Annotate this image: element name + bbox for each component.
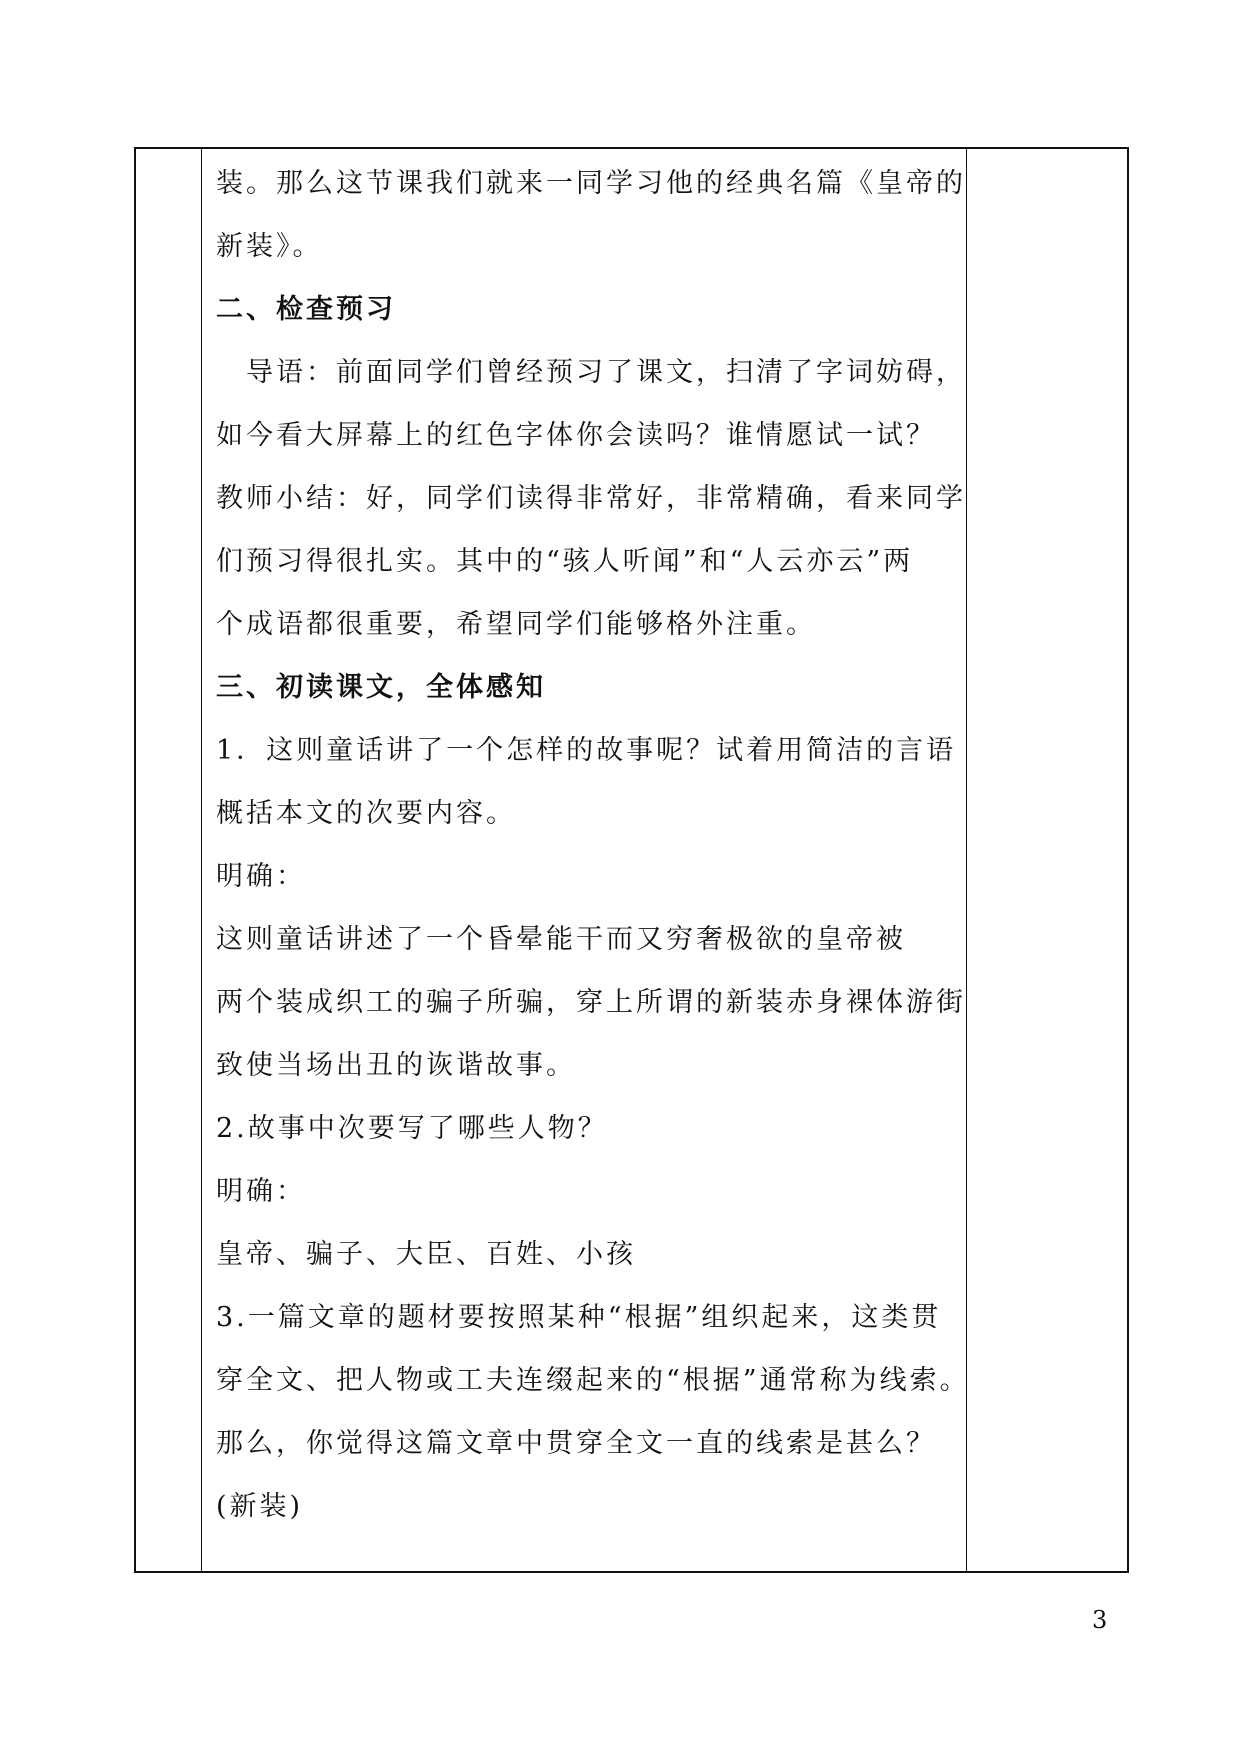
text-line: 皇帝、骗子、大臣、百姓、小孩 bbox=[216, 1239, 636, 1270]
text-line: 教师小结：好，同学们读得非常好，非常精确，看来同学 bbox=[216, 483, 966, 514]
text-line: 那么，你觉得这篇文章中贯穿全文一直的线索是甚么？ bbox=[216, 1428, 936, 1459]
text-line: 个成语都很重要，希望同学们能够格外注重。 bbox=[216, 609, 816, 640]
section-heading-check-preview: 二、检查预习 bbox=[216, 294, 396, 325]
answer-label: 明确： bbox=[216, 861, 306, 892]
text-line: 们预习得很扎实。其中的“骇人听闻”和“人云亦云”两 bbox=[216, 546, 914, 577]
question-2: 2.故事中次要写了哪些人物？ bbox=[216, 1113, 608, 1144]
question-1: 1．这则童话讲了一个怎样的故事呢？试着用简洁的言语 bbox=[216, 735, 957, 766]
text-line: (新装) bbox=[216, 1491, 304, 1522]
text-line: 穿全文、把人物或工夫连缀起来的“根据”通常称为线索。 bbox=[216, 1365, 970, 1396]
section-heading-first-reading: 三、初读课文，全体感知 bbox=[216, 672, 546, 703]
text-line: 概括本文的次要内容。 bbox=[216, 798, 516, 829]
text-line: 如今看大屏幕上的红色字体你会读吗？谁情愿试一试？ bbox=[216, 420, 936, 451]
answer-label: 明确： bbox=[216, 1176, 306, 1207]
text-line: 两个装成织工的骗子所骗，穿上所谓的新装赤身裸体游街 bbox=[216, 987, 966, 1018]
text-line: 装。那么这节课我们就来一同学习他的经典名篇《皇帝的 bbox=[216, 168, 966, 199]
text-line: 这则童话讲述了一个昏晕能干而又穷奢极欲的皇帝被 bbox=[216, 924, 906, 955]
lesson-table bbox=[134, 147, 1129, 1573]
text-line: 致使当场出丑的诙谐故事。 bbox=[216, 1050, 576, 1081]
text-line: 新装》。 bbox=[216, 231, 323, 262]
table-divider-left bbox=[201, 149, 202, 1571]
question-3: 3.一篇文章的题材要按照某种“根据”组织起来，这类贯 bbox=[216, 1302, 942, 1333]
page-number: 3 bbox=[1092, 1606, 1108, 1634]
text-line: 导语：前面同学们曾经预习了课文，扫清了字词妨碍， bbox=[216, 357, 966, 388]
table-divider-right bbox=[966, 149, 967, 1571]
